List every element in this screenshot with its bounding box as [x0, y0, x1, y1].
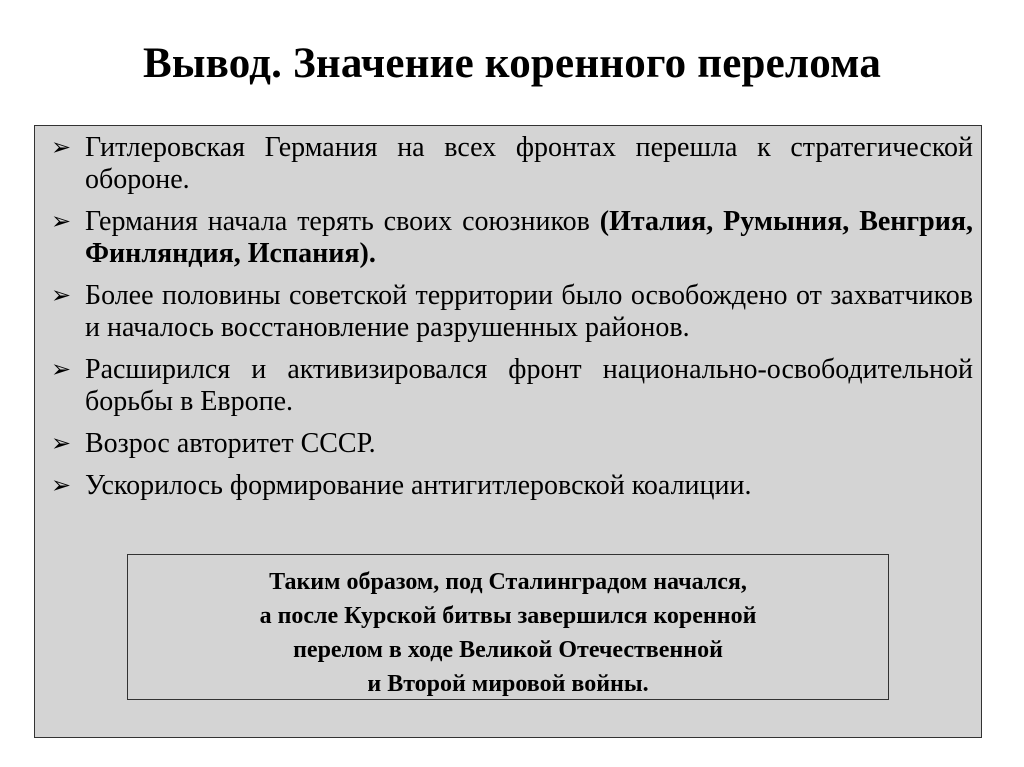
bullet-text: Расширился и активизировался фронт национально-освободительной борьбы в Европе.: [85, 354, 973, 417]
conclusion-box: [127, 554, 889, 700]
bullet-bold-text: (Италия, Румыния, Венгрия, Финляндия, Испания).: [85, 206, 974, 269]
list-item: [49, 470, 973, 502]
arrow-bullet-icon: ➢: [51, 209, 72, 235]
page-title: Вывод. Значение коренного перелома: [142, 40, 882, 87]
bullet-text: Германия начала терять своих союзников: [85, 206, 600, 237]
list-item: [49, 206, 973, 270]
list-item: [49, 428, 973, 460]
bullet-text: Гитлеровская Германия на всех фронтах перешла к стратегической обороне.: [85, 132, 973, 195]
conclusion-line: Таким образом, под Сталинградом начался,: [269, 569, 747, 595]
bullet-text: Ускорилось формирование антигитлеровской коалиции.: [85, 470, 752, 501]
list-item: [49, 354, 973, 418]
list-item: [49, 280, 973, 344]
conclusion-line: и Второй мировой войны.: [367, 671, 649, 697]
conclusion-line: а после Курской битвы завершился коренной: [259, 603, 757, 629]
bullet-text: Более половины советской территории было освобождено от захватчиков и началось восстановление разрушенных районов.: [85, 280, 973, 343]
arrow-bullet-icon: ➢: [51, 473, 72, 499]
arrow-bullet-icon: ➢: [51, 283, 72, 309]
bullet-text: Возрос авторитет СССР.: [85, 428, 376, 459]
arrow-bullet-icon: ➢: [51, 357, 72, 383]
bullet-list: [49, 132, 973, 512]
arrow-bullet-icon: ➢: [51, 135, 72, 161]
arrow-bullet-icon: ➢: [51, 431, 72, 457]
conclusion-line: перелом в ходе Великой Отечественной: [293, 637, 723, 663]
content-panel: [34, 125, 982, 738]
list-item: [49, 132, 973, 196]
